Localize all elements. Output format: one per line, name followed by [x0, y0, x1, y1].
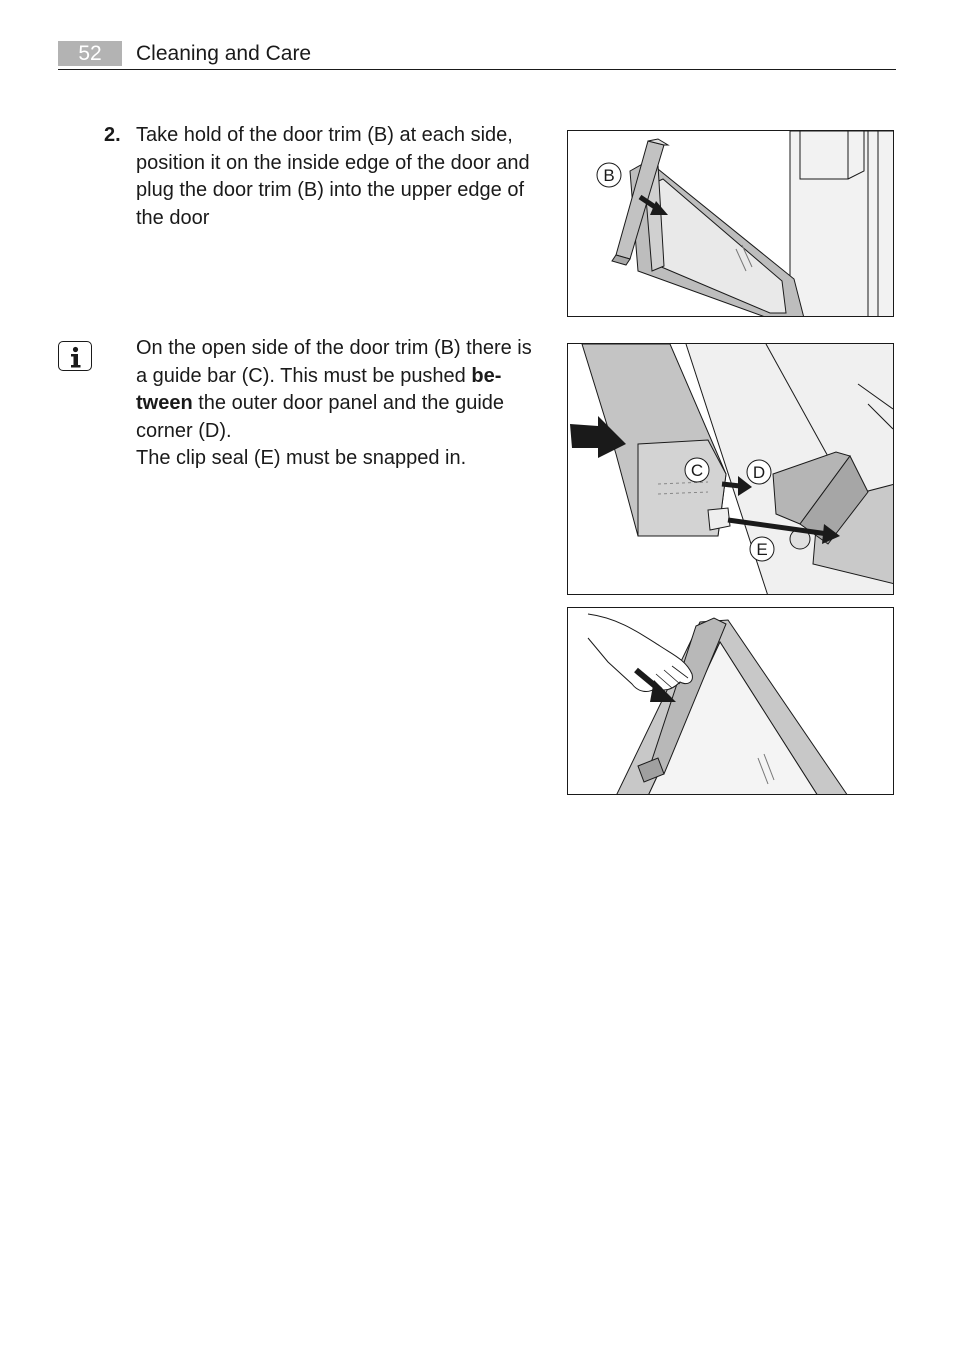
info-note [136, 335, 546, 473]
figure-guide-bar-detail [567, 343, 894, 595]
section-title: Cleaning and Care [136, 42, 312, 65]
callout-b: B [603, 166, 615, 185]
info-note-paragraph-2: The clip seal (E) must be snapped in. [136, 447, 467, 469]
figure-door-trim-position [567, 130, 894, 317]
info-note-paragraph-1 [136, 335, 546, 445]
step-number: 2. [104, 124, 121, 146]
step-text: Take hold of the door trim (B) at each side, position it on the inside edge of the door and plug the door trim (B) into the upper edge of the door [136, 124, 530, 229]
info-icon [58, 341, 92, 371]
info-note-text-a: On the open side of the door trim (B) there is a guide bar (C). This must be pushed [136, 337, 532, 387]
info-note-text-b: the outer door panel and the guide corner (D). [136, 392, 505, 442]
header-rule [58, 69, 896, 70]
page-header [58, 40, 896, 70]
info-note-bold: be-tween [136, 364, 502, 414]
page-number: 52 [58, 41, 122, 66]
callout-c: C [690, 461, 704, 480]
callout-e: E [756, 540, 768, 559]
callout-d: D [752, 463, 766, 482]
figure-press-trim [567, 607, 894, 795]
